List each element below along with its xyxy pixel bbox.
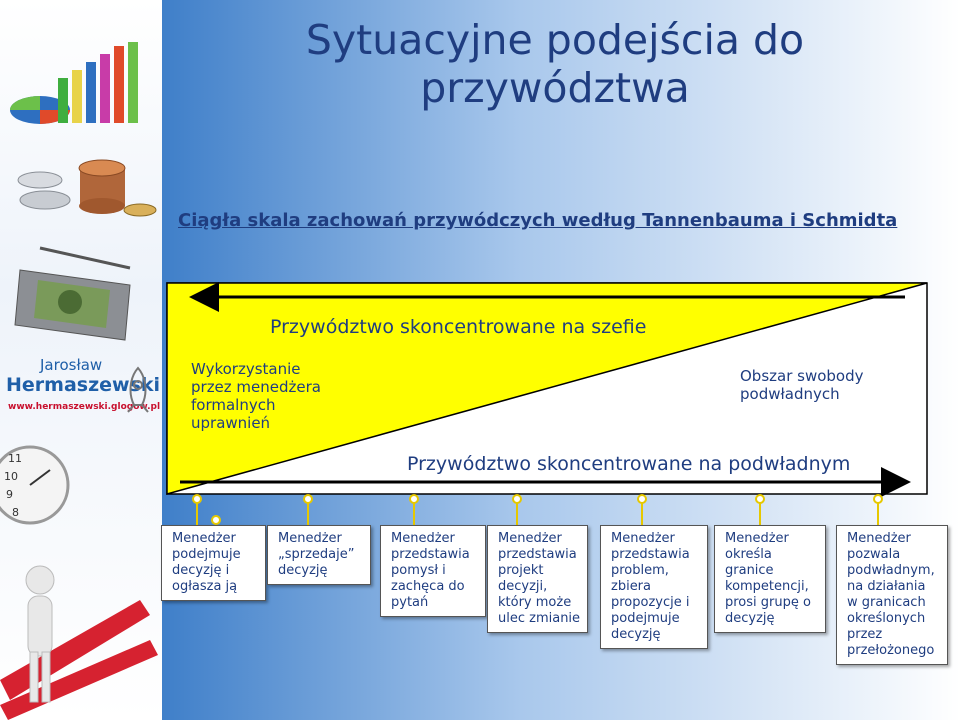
stage-box-line: decyzję i — [172, 563, 230, 578]
connector-dot — [193, 495, 201, 503]
svg-text:11: 11 — [8, 452, 22, 465]
stage-box-line: w granicach — [847, 595, 926, 610]
stage-box-line: propozycje i — [611, 595, 690, 610]
stage-box-line: przedstawia — [498, 547, 577, 562]
stage-box-line: Menedżer — [498, 531, 562, 546]
svg-text:9: 9 — [6, 488, 13, 501]
right-area-label-line-2: podwładnych — [740, 385, 840, 403]
stage-box-line: „sprzedaje” — [278, 547, 355, 562]
stage-box-line: przedstawia — [611, 547, 690, 562]
stage-box-line: określonych — [847, 611, 926, 626]
stage-box-4 — [487, 525, 588, 633]
stage-box-line: ogłasza ją — [172, 579, 238, 594]
svg-text:8: 8 — [12, 506, 19, 519]
stage-box-line: Menedżer — [391, 531, 455, 546]
left-area-label-line-2: przez menedżera — [191, 378, 321, 396]
connector-dot — [638, 495, 646, 503]
stage-box-line: Menedżer — [725, 531, 789, 546]
stage-box-line: pomysł i — [391, 563, 446, 578]
logo-first-name: Jarosław — [40, 356, 103, 374]
connector-dot — [304, 495, 312, 503]
stage-connectors — [193, 495, 882, 525]
stage-box-line: podejmuje — [611, 611, 680, 626]
slide-title-line-2: przywództwa — [420, 64, 690, 112]
bottom-arrow-label: Przywództwo skoncentrowane na podwładnym — [407, 453, 851, 475]
connector-dot — [874, 495, 882, 503]
stage-box-line: przez — [847, 627, 883, 642]
connector-dot — [212, 516, 220, 524]
stage-box-line: przełożonego — [847, 643, 935, 658]
logo-last-name: Hermaszewski — [6, 374, 161, 396]
stage-box-line: Menedżer — [611, 531, 675, 546]
slide-title-line-1: Sytuacyjne podejścia do — [305, 16, 805, 64]
connector-dot — [756, 495, 764, 503]
stage-box-line: problem, — [611, 563, 669, 578]
logo-url[interactable]: www.hermaszewski.glogow.pl — [8, 402, 161, 412]
connector-dot — [410, 495, 418, 503]
stage-box-line: zachęca do — [391, 579, 465, 594]
stage-box-line: Menedżer — [847, 531, 911, 546]
stage-box-line: Menedżer — [172, 531, 236, 546]
stage-box-7 — [836, 525, 948, 665]
stage-box-6 — [714, 525, 826, 633]
top-arrow-label: Przywództwo skoncentrowane na szefie — [270, 316, 647, 338]
stage-box-1 — [161, 525, 266, 601]
stage-box-5 — [600, 525, 708, 649]
stage-box-line: na działania — [847, 579, 926, 594]
left-area-label-line-1: Wykorzystanie — [191, 360, 301, 378]
stage-box-line: podwładnym, — [847, 563, 935, 578]
stage-box-line: podejmuje — [172, 547, 241, 562]
stage-box-line: zbiera — [611, 579, 651, 594]
stage-box-line: ulec zmianie — [498, 611, 581, 626]
stage-box-line: projekt — [498, 563, 544, 578]
right-area-label-line-1: Obszar swobody — [740, 367, 864, 385]
stage-box-line: decyzję — [611, 627, 661, 642]
stage-box-3 — [380, 525, 486, 617]
slide-subtitle: Ciągła skala zachowań przywódczych według Tannenbauma i Schmidta — [178, 210, 898, 231]
left-area-label-line-3: formalnych — [191, 396, 276, 414]
stage-box-line: prosi grupę o — [725, 595, 811, 610]
stage-box-line: decyzji, — [498, 579, 548, 594]
stage-box-line: decyzję — [278, 563, 328, 578]
stage-box-line: Menedżer — [278, 531, 342, 546]
stage-box-line: kompetencji, — [725, 579, 809, 594]
connector-dot — [513, 495, 521, 503]
stage-box-line: pytań — [391, 595, 429, 610]
stage-box-2 — [267, 525, 371, 585]
left-area-label-line-4: uprawnień — [191, 414, 271, 432]
stage-box-line: granice — [725, 563, 774, 578]
stage-box-line: określa — [725, 547, 772, 562]
stage-box-line: decyzję — [725, 611, 775, 626]
stage-box-line: przedstawia — [391, 547, 470, 562]
stage-box-line: pozwala — [847, 547, 901, 562]
stage-box-line: który może — [498, 595, 572, 610]
svg-text:10: 10 — [4, 470, 18, 483]
